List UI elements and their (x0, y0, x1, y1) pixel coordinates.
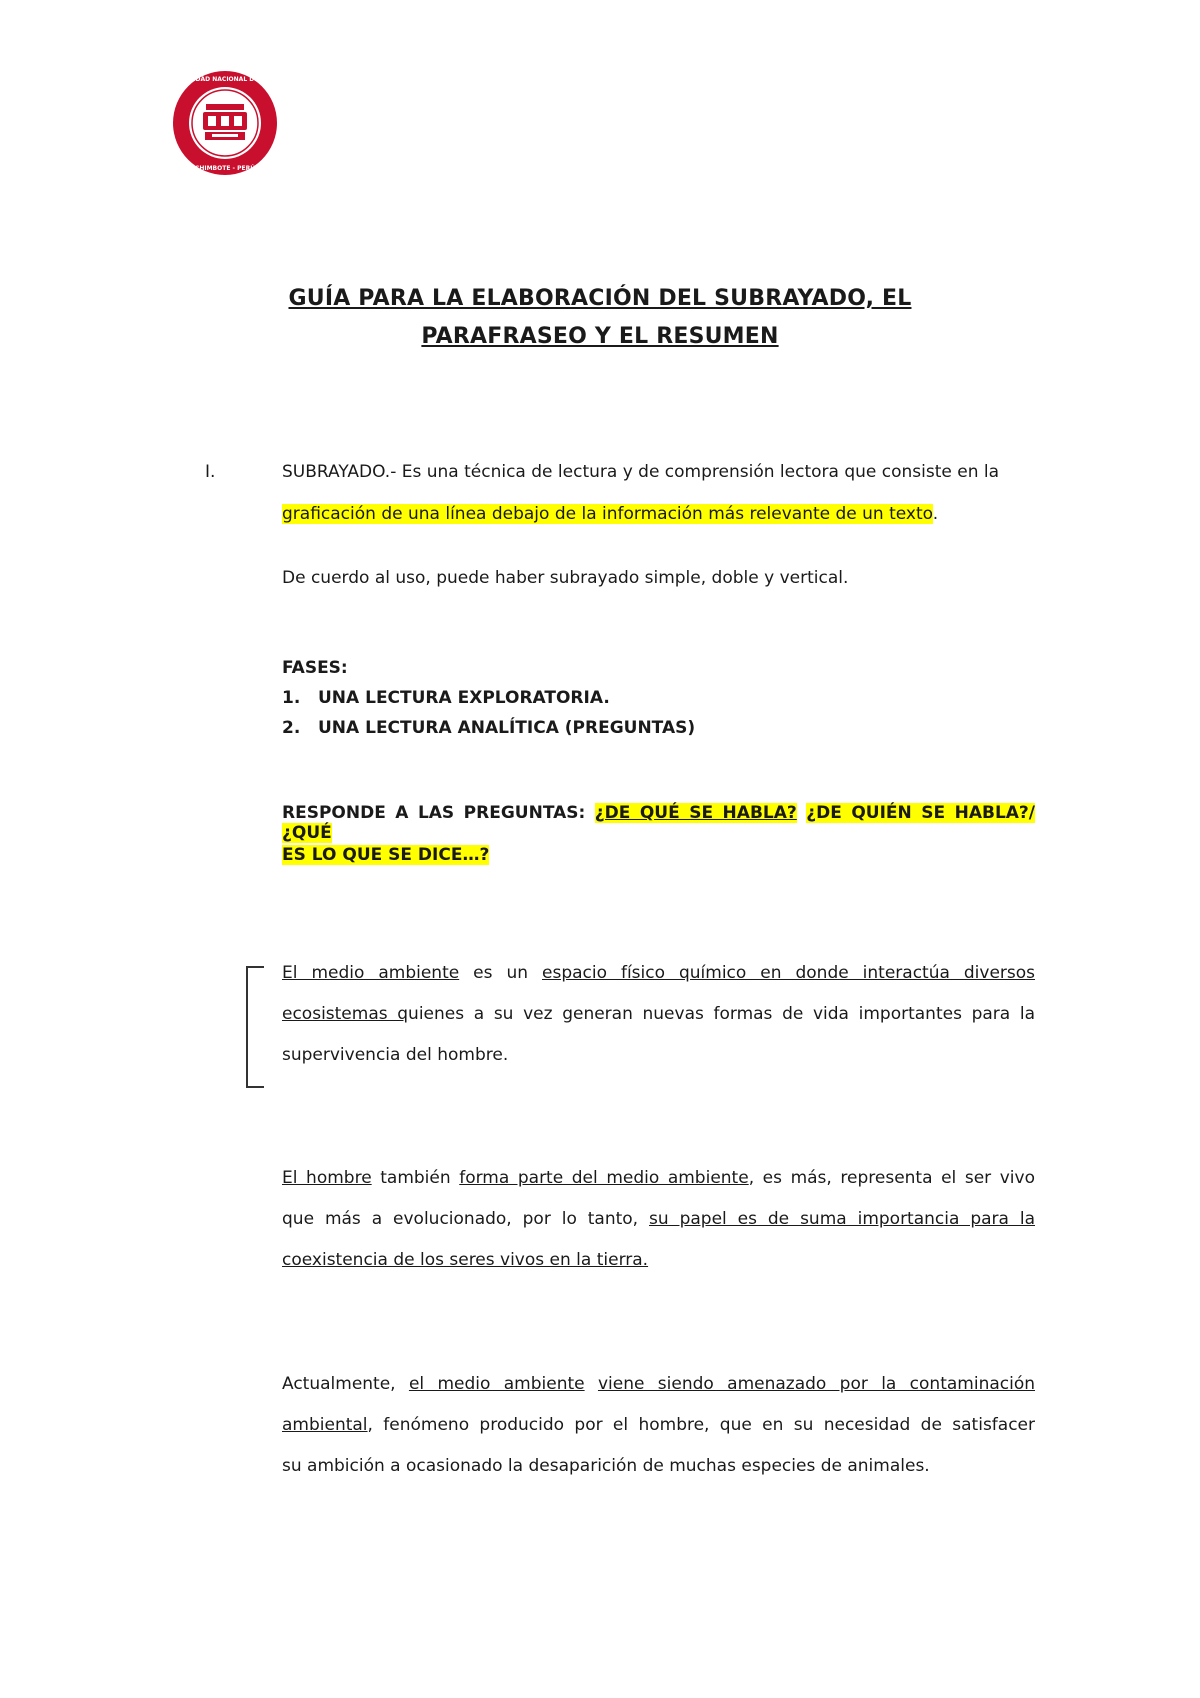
definition-end: . (932, 504, 939, 524)
para1-line2-rest: uienes a su vez generan nuevas formas de vida importantes para la (408, 1004, 1035, 1024)
para1-line1 (282, 963, 1035, 983)
para2-line2-plain: que más a evolucionado, por lo tanto, (282, 1209, 650, 1229)
para2-underlined-phrase: forma parte del medio ambiente (459, 1168, 749, 1188)
para3-space (585, 1374, 598, 1394)
para2-line2 (282, 1209, 1035, 1229)
phases-label: FASES: (282, 658, 348, 678)
question-2: ¿DE QUIÉN SE HABLA?/¿QUÉ (282, 803, 1035, 843)
para2-line3 (282, 1250, 648, 1270)
section1-heading: SUBRAYADO.- (282, 462, 397, 482)
para2-line1-rest: , es más, representa el ser vivo (748, 1168, 1035, 1188)
question-3: ES LO QUE SE DICE…? (282, 845, 490, 865)
para2-underlined-coexistence: coexistencia de los seres vivos en la tierra. (282, 1250, 649, 1270)
section1-line2 (282, 504, 938, 524)
para3-underlined-subject: el medio ambiente (408, 1374, 585, 1394)
para1-underlined-definition: espacio físico químico en donde interactúa diversos (542, 963, 1036, 983)
para3-intro: Actualmente, (282, 1374, 409, 1394)
para1-line2 (282, 1004, 1035, 1024)
para3-line3: su ambición a ocasionado la desaparición de muchas especies de animales. (282, 1456, 930, 1476)
para3-underlined-environmental: ambiental (282, 1415, 368, 1435)
para1-line3: supervivencia del hombre. (282, 1045, 509, 1065)
questions-line2 (282, 845, 489, 865)
vertical-underline-bracket (246, 966, 264, 1088)
seal-ring-text-bottom: CHIMBOTE - PERÚ (194, 165, 256, 172)
section1-line1 (282, 462, 999, 482)
para2-underlined-role: su papel es de suma importancia para la (649, 1209, 1035, 1229)
document-title-line1: GUÍA PARA LA ELABORACIÓN DEL SUBRAYADO, EL (288, 286, 912, 311)
underline-types-text: De cuerdo al uso, puede haber subrayado simple, doble y vertical. (282, 568, 849, 588)
para3-line2 (282, 1415, 1035, 1435)
para1-underlined-ecosystems: ecosistemas q (282, 1004, 409, 1024)
section1-line1-rest: Es una técnica de lectura y de comprensión lectora que consiste en la (396, 462, 1000, 482)
question-1: ¿DE QUÉ SE HABLA? (594, 803, 797, 823)
para3-line1 (282, 1374, 1035, 1394)
phase-2-text: UNA LECTURA ANALÍTICA (PREGUNTAS) (318, 718, 696, 738)
para2-underlined-subject: El hombre (282, 1168, 372, 1188)
section-numeral: I. (205, 462, 216, 482)
para1-connector: es un (459, 963, 542, 983)
document-title-line2: PARAFRASEO Y EL RESUMEN (421, 324, 779, 349)
para3-line2-rest: , fenómeno producido por el hombre, que en su necesidad de satisfacer (367, 1415, 1035, 1435)
phase-1-number: 1. (282, 688, 301, 708)
para1-underlined-subject: El medio ambiente (282, 963, 460, 983)
phase-2-number: 2. (282, 718, 301, 738)
phase-1-text: UNA LECTURA EXPLORATORIA. (318, 688, 610, 708)
university-seal-logo (163, 68, 287, 178)
definition-highlight: graficación de una línea debajo de la información más relevante de un texto (282, 504, 933, 524)
para2-connector: también (371, 1168, 460, 1188)
para2-line1 (282, 1168, 1035, 1188)
para3-underlined-threat: viene siendo amenazado por la contaminación (597, 1374, 1036, 1394)
questions-label: RESPONDE A LAS PREGUNTAS: (282, 803, 595, 823)
seal-ring-text-top: UNIVERSIDAD NACIONAL DEL SANTA (163, 76, 287, 83)
questions-line1 (282, 803, 1035, 843)
